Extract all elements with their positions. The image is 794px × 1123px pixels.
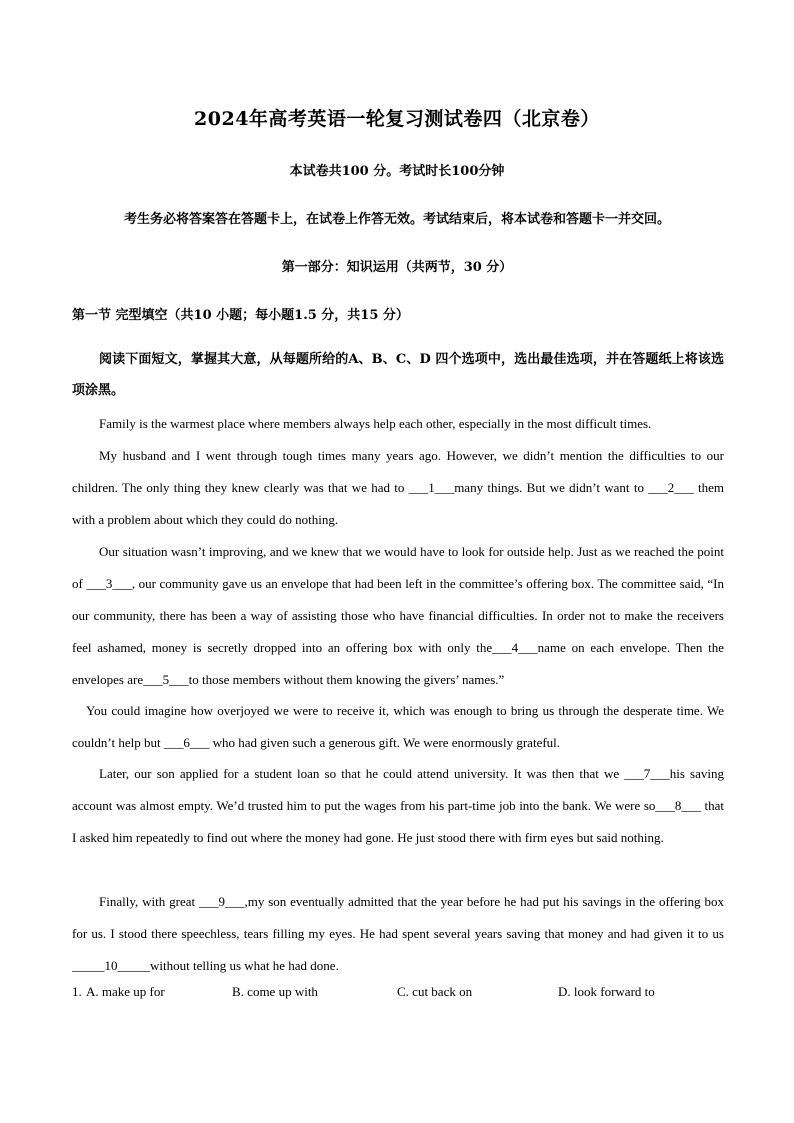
exam-notice: 考生务必将答案答在答题卡上，在试卷上作答无效。考试结束后，将本试卷和答题卡一并交回。 <box>123 212 670 227</box>
question-1-options <box>72 984 732 1008</box>
passage-paragraph: My husband and I went through tough times many years ago. However, we didn’t mention the difficulties to our children. The only thing they knew clearly was that we had to ___1___many things. But we didn’t want to ___2___ them with a problem about which they could do nothing. <box>72 448 724 527</box>
part-heading: 第一部分：知识运用（共两节，30 分） <box>281 260 513 275</box>
passage-paragraph: Family is the warmest place where members always help each other, especially in the most difficult times. <box>99 416 652 431</box>
section-heading: 第一节 完型填空（共10 小题；每小题1.5 分，共15 分） <box>72 308 409 323</box>
exam-duration-note: 本试卷共100 分。考试时长100分钟 <box>289 164 505 179</box>
option-b: B. come up with <box>232 984 318 999</box>
passage-paragraph: Finally, with great ___9___,my son eventually admitted that the year before he had put his savings in the offering box for us. I stood there speechless, tears filling my eyes. He had spent several years saving that money and had given it to us _____10_____without telling us what he had done. <box>72 894 724 973</box>
passage-paragraph: You could imagine how overjoyed we were to receive it, which was enough to bring us through the desperate time. We couldn’t help but ___6___ who had given such a generous gift. We were enormously grateful. <box>72 703 724 750</box>
option-c: C. cut back on <box>397 984 473 999</box>
reading-instruction: 阅读下面短文，掌握其大意，从每题所给的A、B、C、D 四个选项中，选出最佳选项，并在答题纸上将该选项涂黑。 <box>72 352 724 398</box>
page-title: 2024年高考英语一轮复习测试卷四（北京卷） <box>194 108 600 130</box>
option-a: A. make up for <box>86 984 165 999</box>
option-d: D. look forward to <box>558 984 655 999</box>
question-number: 1. <box>72 984 82 999</box>
passage-paragraph: Later, our son applied for a student loan so that he could attend university. It was then that we ___7___his saving account was almost empty. We’d trusted him to put the wages from his part-time job into the bank. We were so___8___ that I asked him repeatedly to find out where the money had gone. He just stood there with firm eyes but said nothing. <box>72 766 724 845</box>
passage-paragraph: Our situation wasn’t improving, and we knew that we would have to look for outside help. Just as we reached the point of ___3___, our community gave us an envelope that had been left in the committee’s offering box. The committee said, “In our community, there has been a way of assisting those who have financial difficulties. In order not to make the receivers feel ashamed, money is secretly dropped into an offering box with only the___4___name on each envelope. Then the envelopes are___5___to those members without them knowing the givers’ names.” <box>72 544 724 687</box>
